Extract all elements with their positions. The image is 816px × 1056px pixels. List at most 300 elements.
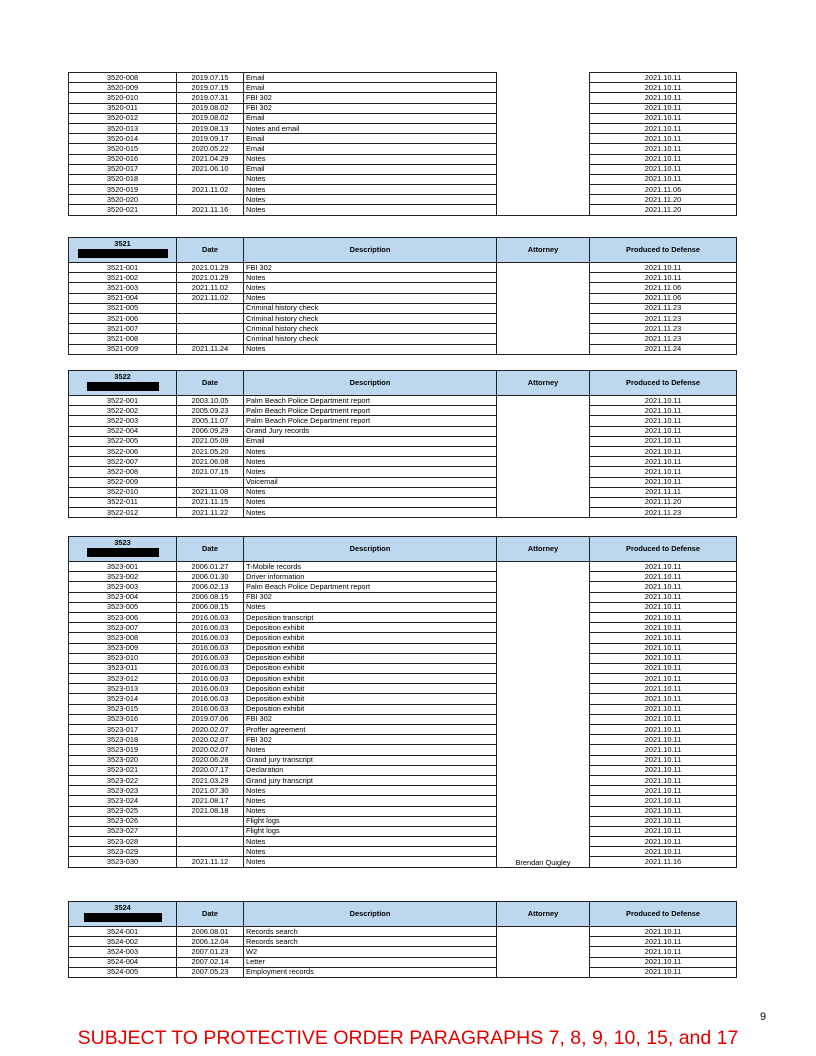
table-row [69, 806, 737, 816]
date-cell: 2006.02.13 [177, 582, 244, 592]
description-cell: Palm Beach Police Department report [244, 416, 497, 426]
table-row [69, 633, 737, 643]
description-cell: Notes [244, 602, 497, 612]
attorney-cell [497, 735, 590, 745]
document-table-3520-continued [68, 72, 737, 216]
attorney-cell [497, 508, 590, 518]
attorney-cell [497, 663, 590, 673]
produced-date-cell: 2021.10.11 [590, 467, 737, 477]
produced-date-cell: 2021.10.11 [590, 134, 737, 144]
table-row [69, 144, 737, 154]
produced-date-cell: 2021.10.11 [590, 694, 737, 704]
date-cell: 2021.11.24 [177, 344, 244, 354]
attorney-cell [497, 164, 590, 174]
document-id-cell: 3523-022 [69, 775, 177, 785]
document-id-cell: 3523-005 [69, 602, 177, 612]
document-id-cell: 3523-006 [69, 612, 177, 622]
attorney-cell [497, 313, 590, 323]
description-cell: Notes [244, 467, 497, 477]
table-row [69, 134, 737, 144]
table-row [69, 446, 737, 456]
description-cell: FBI 302 [244, 93, 497, 103]
table-row [69, 714, 737, 724]
produced-date-cell: 2021.10.11 [590, 786, 737, 796]
document-id-cell: 3523-023 [69, 786, 177, 796]
attorney-cell [497, 957, 590, 967]
document-table-3523 [68, 536, 737, 868]
attorney-cell [497, 643, 590, 653]
table-row [69, 508, 737, 518]
description-cell: Email [244, 436, 497, 446]
date-cell: 2006.01.27 [177, 562, 244, 572]
document-id-cell: 3523-011 [69, 663, 177, 673]
table-row [69, 653, 737, 663]
date-cell: 2021.07.30 [177, 786, 244, 796]
produced-date-cell: 2021.10.11 [590, 714, 737, 724]
produced-date-cell: 2021.10.11 [590, 967, 737, 977]
document-id-cell: 3523-009 [69, 643, 177, 653]
description-cell: Notes and email [244, 123, 497, 133]
table-row [69, 416, 737, 426]
table-row [69, 947, 737, 957]
description-cell: Notes [244, 344, 497, 354]
description-cell: Notes [244, 446, 497, 456]
produced-header: Produced to Defense [590, 902, 737, 927]
date-header: Date [177, 238, 244, 263]
document-id-cell: 3523-026 [69, 816, 177, 826]
date-cell: 2020.06.28 [177, 755, 244, 765]
document-id-cell: 3522-011 [69, 497, 177, 507]
document-id-cell: 3524-003 [69, 947, 177, 957]
attorney-cell [497, 755, 590, 765]
document-id-cell: 3523-027 [69, 826, 177, 836]
document-id-cell: 3520-018 [69, 174, 177, 184]
document-id-cell: 3522-007 [69, 457, 177, 467]
date-cell: 2003.10.05 [177, 396, 244, 406]
produced-date-cell: 2021.10.11 [590, 653, 737, 663]
attorney-cell [497, 796, 590, 806]
date-cell: 2021.01.29 [177, 273, 244, 283]
document-id-cell: 3523-024 [69, 796, 177, 806]
date-cell: 2019.08.02 [177, 113, 244, 123]
produced-date-cell: 2021.10.11 [590, 633, 737, 643]
date-cell: 2016.06.03 [177, 674, 244, 684]
document-id-cell: 3522-004 [69, 426, 177, 436]
table-row [69, 334, 737, 344]
group-id-header [69, 371, 177, 396]
document-id-cell: 3522-012 [69, 508, 177, 518]
table-row [69, 674, 737, 684]
document-id-cell: 3520-011 [69, 103, 177, 113]
produced-date-cell: 2021.10.11 [590, 436, 737, 446]
document-id-cell: 3522-002 [69, 406, 177, 416]
document-id-cell: 3523-012 [69, 674, 177, 684]
date-cell [177, 324, 244, 334]
produced-date-cell: 2021.10.11 [590, 796, 737, 806]
attorney-cell [497, 487, 590, 497]
date-cell: 2021.06.08 [177, 457, 244, 467]
attorney-cell [497, 134, 590, 144]
table-row [69, 293, 737, 303]
date-cell: 2006.08.15 [177, 602, 244, 612]
description-cell: Deposition transcript [244, 612, 497, 622]
description-cell: Deposition exhibit [244, 623, 497, 633]
date-cell [177, 195, 244, 205]
date-cell [177, 334, 244, 344]
attorney-cell [497, 334, 590, 344]
produced-date-cell: 2021.11.16 [590, 857, 737, 867]
attorney-cell [497, 765, 590, 775]
table-row [69, 195, 737, 205]
description-cell: Email [244, 113, 497, 123]
table-header-row [69, 537, 737, 562]
description-cell: Notes [244, 174, 497, 184]
table-row [69, 704, 737, 714]
document-id-cell: 3520-008 [69, 73, 177, 83]
group-id-header [69, 238, 177, 263]
document-id-cell: 3520-014 [69, 134, 177, 144]
document-id-cell: 3522-005 [69, 436, 177, 446]
description-cell: Notes [244, 786, 497, 796]
description-cell: Criminal history check [244, 313, 497, 323]
attorney-cell [497, 967, 590, 977]
date-cell: 2021.11.22 [177, 508, 244, 518]
attorney-cell [497, 725, 590, 735]
attorney-cell [497, 745, 590, 755]
table-header-row [69, 238, 737, 263]
attorney-cell [497, 714, 590, 724]
table-row [69, 344, 737, 354]
produced-date-cell: 2021.11.11 [590, 487, 737, 497]
description-cell: Notes [244, 457, 497, 467]
table-row [69, 957, 737, 967]
produced-date-cell: 2021.10.11 [590, 582, 737, 592]
table-row [69, 837, 737, 847]
description-cell: Criminal history check [244, 324, 497, 334]
table-row [69, 582, 737, 592]
attorney-cell [497, 103, 590, 113]
date-cell: 2021.01.29 [177, 263, 244, 273]
date-cell: 2019.09.17 [177, 134, 244, 144]
document-id-cell: 3523-007 [69, 623, 177, 633]
document-id-cell: 3522-006 [69, 446, 177, 456]
description-header: Description [244, 371, 497, 396]
produced-date-cell: 2021.11.06 [590, 185, 737, 195]
description-cell: Email [244, 164, 497, 174]
date-cell: 2007.05.23 [177, 967, 244, 977]
attorney-cell [497, 263, 590, 273]
description-cell: Flight logs [244, 816, 497, 826]
produced-date-cell: 2021.10.11 [590, 562, 737, 572]
table-header-row [69, 371, 737, 396]
page-number: 9 [760, 1011, 767, 1023]
table-row [69, 572, 737, 582]
description-cell: Notes [244, 857, 497, 867]
attorney-cell [497, 457, 590, 467]
document-id-cell: 3523-002 [69, 572, 177, 582]
attorney-cell [497, 806, 590, 816]
document-id-cell: 3520-009 [69, 83, 177, 93]
description-cell: Deposition exhibit [244, 633, 497, 643]
date-cell: 2021.11.16 [177, 205, 244, 215]
description-cell: Palm Beach Police Department report [244, 582, 497, 592]
produced-date-cell: 2021.10.11 [590, 174, 737, 184]
table-row [69, 436, 737, 446]
table-row [69, 967, 737, 977]
produced-date-cell: 2021.10.11 [590, 816, 737, 826]
date-cell: 2021.11.02 [177, 293, 244, 303]
date-cell [177, 837, 244, 847]
date-cell: 2021.05.20 [177, 446, 244, 456]
table-row [69, 826, 737, 836]
table-row [69, 847, 737, 857]
document-id-cell: 3522-009 [69, 477, 177, 487]
description-cell: Email [244, 73, 497, 83]
attorney-cell [497, 653, 590, 663]
table-row [69, 263, 737, 273]
table-row [69, 755, 737, 765]
table-row [69, 775, 737, 785]
produced-date-cell: 2021.10.11 [590, 745, 737, 755]
group-id-header [69, 902, 177, 927]
produced-date-cell: 2021.10.11 [590, 416, 737, 426]
attorney-cell [497, 344, 590, 354]
document-id-cell: 3523-004 [69, 592, 177, 602]
description-cell: Notes [244, 806, 497, 816]
document-id-cell: 3523-003 [69, 582, 177, 592]
produced-date-cell: 2021.10.11 [590, 93, 737, 103]
attorney-cell [497, 293, 590, 303]
date-cell: 2021.11.12 [177, 857, 244, 867]
date-cell: 2021.08.18 [177, 806, 244, 816]
date-cell: 2016.06.03 [177, 623, 244, 633]
date-cell: 2019.07.15 [177, 83, 244, 93]
attorney-cell [497, 816, 590, 826]
table-row [69, 937, 737, 947]
date-cell: 2016.06.03 [177, 704, 244, 714]
attorney-cell [497, 562, 590, 572]
table-row [69, 426, 737, 436]
date-cell: 2021.07.15 [177, 467, 244, 477]
description-cell: Flight logs [244, 826, 497, 836]
table-row [69, 857, 737, 867]
description-cell: W2 [244, 947, 497, 957]
produced-date-cell: 2021.10.11 [590, 263, 737, 273]
attorney-cell [497, 572, 590, 582]
date-cell: 2016.06.03 [177, 694, 244, 704]
document-id-cell: 3523-015 [69, 704, 177, 714]
description-cell: Notes [244, 205, 497, 215]
attorney-cell [497, 144, 590, 154]
description-cell: FBI 302 [244, 592, 497, 602]
produced-date-cell: 2021.10.11 [590, 164, 737, 174]
produced-date-cell: 2021.10.11 [590, 735, 737, 745]
produced-date-cell: 2021.10.11 [590, 426, 737, 436]
document-id-cell: 3520-021 [69, 205, 177, 215]
table-row [69, 623, 737, 633]
attorney-header: Attorney [497, 537, 590, 562]
document-id-cell: 3523-014 [69, 694, 177, 704]
produced-date-cell: 2021.11.20 [590, 497, 737, 507]
attorney-cell: Brendan Quigley [497, 857, 590, 867]
attorney-cell [497, 467, 590, 477]
date-cell: 2006.12.04 [177, 937, 244, 947]
document-id-cell: 3523-013 [69, 684, 177, 694]
table-row [69, 477, 737, 487]
produced-date-cell: 2021.10.11 [590, 837, 737, 847]
table-row [69, 487, 737, 497]
table-row [69, 164, 737, 174]
description-cell: Palm Beach Police Department report [244, 406, 497, 416]
table-row [69, 73, 737, 83]
description-cell: Email [244, 144, 497, 154]
produced-date-cell: 2021.10.11 [590, 674, 737, 684]
description-cell: Notes [244, 508, 497, 518]
date-cell [177, 313, 244, 323]
produced-date-cell: 2021.10.11 [590, 396, 737, 406]
produced-date-cell: 2021.11.23 [590, 334, 737, 344]
date-cell [177, 847, 244, 857]
table-row [69, 467, 737, 477]
description-cell: Email [244, 134, 497, 144]
attorney-cell [497, 704, 590, 714]
produced-date-cell: 2021.10.11 [590, 775, 737, 785]
group-id-header [69, 537, 177, 562]
description-cell: Notes [244, 283, 497, 293]
document-id-cell: 3521-009 [69, 344, 177, 354]
description-cell: Driver information [244, 572, 497, 582]
table-row [69, 273, 737, 283]
description-cell: Grand jury transcript [244, 775, 497, 785]
document-id-cell: 3521-006 [69, 313, 177, 323]
document-id-cell: 3523-018 [69, 735, 177, 745]
table-row [69, 765, 737, 775]
table-row [69, 786, 737, 796]
description-cell: Criminal history check [244, 334, 497, 344]
attorney-cell [497, 83, 590, 93]
document-id-cell: 3523-001 [69, 562, 177, 572]
description-cell: Deposition exhibit [244, 643, 497, 653]
produced-header: Produced to Defense [590, 238, 737, 263]
document-id-cell: 3520-013 [69, 123, 177, 133]
date-cell: 2016.06.03 [177, 612, 244, 622]
table-row [69, 612, 737, 622]
produced-date-cell: 2021.10.11 [590, 73, 737, 83]
document-id-cell: 3520-016 [69, 154, 177, 164]
produced-date-cell: 2021.11.23 [590, 324, 737, 334]
document-table-3522 [68, 370, 737, 518]
attorney-cell [497, 436, 590, 446]
produced-date-cell: 2021.11.20 [590, 195, 737, 205]
produced-date-cell: 2021.11.23 [590, 313, 737, 323]
document-id-cell: 3521-002 [69, 273, 177, 283]
attorney-cell [497, 185, 590, 195]
produced-date-cell: 2021.10.11 [590, 103, 737, 113]
document-id-cell: 3521-003 [69, 283, 177, 293]
attorney-cell [497, 592, 590, 602]
date-cell: 2019.08.02 [177, 103, 244, 113]
table-header-row [69, 902, 737, 927]
date-cell: 2005.11.07 [177, 416, 244, 426]
attorney-cell [497, 623, 590, 633]
produced-date-cell: 2021.10.11 [590, 83, 737, 93]
produced-date-cell: 2021.10.11 [590, 113, 737, 123]
attorney-cell [497, 937, 590, 947]
date-cell: 2020.07.17 [177, 765, 244, 775]
attorney-cell [497, 582, 590, 592]
attorney-cell [497, 93, 590, 103]
document-id-cell: 3522-001 [69, 396, 177, 406]
attorney-cell [497, 426, 590, 436]
description-cell: Notes [244, 293, 497, 303]
date-cell: 2005.09.23 [177, 406, 244, 416]
attorney-cell [497, 283, 590, 293]
produced-date-cell: 2021.10.11 [590, 457, 737, 467]
table-row [69, 283, 737, 293]
attorney-cell [497, 446, 590, 456]
produced-date-cell: 2021.10.11 [590, 947, 737, 957]
date-cell: 2016.06.03 [177, 633, 244, 643]
date-cell: 2021.08.17 [177, 796, 244, 806]
description-cell: Voicemail [244, 477, 497, 487]
description-cell: Notes [244, 273, 497, 283]
table-row [69, 205, 737, 215]
description-cell: Letter [244, 957, 497, 967]
produced-date-cell: 2021.10.11 [590, 572, 737, 582]
table-row [69, 725, 737, 735]
date-cell: 2007.02.14 [177, 957, 244, 967]
table-row [69, 796, 737, 806]
produced-date-cell: 2021.10.11 [590, 684, 737, 694]
description-cell: Grand jury transcript [244, 755, 497, 765]
produced-header: Produced to Defense [590, 371, 737, 396]
produced-date-cell: 2021.10.11 [590, 826, 737, 836]
date-cell: 2021.11.02 [177, 185, 244, 195]
document-id-cell: 3524-005 [69, 967, 177, 977]
attorney-header: Attorney [497, 238, 590, 263]
date-cell: 2006.09.29 [177, 426, 244, 436]
attorney-cell [497, 837, 590, 847]
attorney-cell [497, 174, 590, 184]
produced-header: Produced to Defense [590, 537, 737, 562]
produced-date-cell: 2021.10.11 [590, 406, 737, 416]
document-id-cell: 3522-003 [69, 416, 177, 426]
table-row [69, 406, 737, 416]
date-cell: 2016.06.03 [177, 663, 244, 673]
date-cell [177, 477, 244, 487]
produced-date-cell: 2021.10.11 [590, 847, 737, 857]
document-id-cell: 3521-001 [69, 263, 177, 273]
date-cell: 2019.07.31 [177, 93, 244, 103]
produced-date-cell: 2021.10.11 [590, 765, 737, 775]
produced-date-cell: 2021.11.23 [590, 303, 737, 313]
table-row [69, 602, 737, 612]
table-row [69, 643, 737, 653]
date-cell: 2020.02.07 [177, 735, 244, 745]
document-id-cell: 3523-019 [69, 745, 177, 755]
description-cell: Proffer agreement [244, 725, 497, 735]
description-cell: Notes [244, 745, 497, 755]
produced-date-cell: 2021.10.11 [590, 592, 737, 602]
date-cell: 2006.01.30 [177, 572, 244, 582]
produced-date-cell: 2021.10.11 [590, 602, 737, 612]
date-cell: 2019.07.15 [177, 73, 244, 83]
description-cell: Records search [244, 927, 497, 937]
produced-date-cell: 2021.10.11 [590, 725, 737, 735]
document-id-cell: 3520-017 [69, 164, 177, 174]
produced-date-cell: 2021.10.11 [590, 927, 737, 937]
description-cell: T-Mobile records [244, 562, 497, 572]
